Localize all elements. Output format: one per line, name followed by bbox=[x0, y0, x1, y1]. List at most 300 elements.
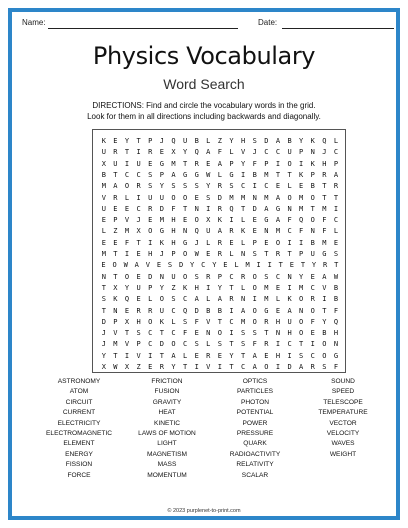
grid-letter: O bbox=[182, 272, 188, 281]
grid-letter: E bbox=[217, 351, 222, 360]
grid-letter: P bbox=[217, 272, 222, 281]
grid-letter: O bbox=[310, 216, 315, 225]
grid-letter: D bbox=[178, 261, 184, 270]
grid-letter: N bbox=[310, 227, 315, 236]
grid-letter: S bbox=[229, 182, 234, 191]
grid-letter: E bbox=[156, 261, 162, 270]
grid-letter: T bbox=[241, 204, 246, 213]
grid-letter: F bbox=[287, 216, 292, 225]
grid-letter: R bbox=[241, 272, 246, 281]
grid-letter: T bbox=[333, 193, 339, 202]
grid-letter: O bbox=[252, 317, 257, 326]
grid-letter: O bbox=[310, 193, 315, 202]
grid-letter: Y bbox=[101, 351, 106, 360]
grid-letter: O bbox=[124, 272, 130, 281]
grid-letter: R bbox=[217, 250, 222, 258]
grid-letter: R bbox=[217, 238, 222, 247]
word-list-column-3 bbox=[210, 377, 300, 481]
grid-letter: U bbox=[136, 159, 141, 168]
grid-letter: U bbox=[206, 227, 211, 236]
grid-letter: V bbox=[206, 317, 211, 326]
grid-letter: I bbox=[333, 204, 339, 213]
grid-letter: M bbox=[101, 250, 106, 258]
word-item: FUSION bbox=[154, 388, 180, 396]
grid-letter: L bbox=[241, 216, 246, 225]
grid-letter: P bbox=[113, 317, 118, 326]
grid-letter: D bbox=[264, 137, 269, 145]
grid-letter: O bbox=[287, 193, 292, 202]
grid-letter: T bbox=[241, 351, 246, 360]
grid-letter: N bbox=[101, 272, 106, 281]
grid-letter: D bbox=[287, 363, 292, 371]
grid-letter: M bbox=[171, 159, 176, 168]
grid-letter: H bbox=[171, 216, 176, 225]
grid-letter: K bbox=[101, 137, 106, 145]
grid-letter: L bbox=[234, 261, 239, 270]
grid-letter: Y bbox=[182, 148, 188, 157]
grid-letter: T bbox=[299, 340, 304, 349]
grid-letter: U bbox=[171, 272, 176, 281]
grid-letter: U bbox=[310, 250, 315, 258]
grid-letter: M bbox=[275, 227, 281, 236]
grid-letter: A bbox=[275, 216, 281, 225]
grid-letter: L bbox=[241, 283, 246, 292]
grid-letter: S bbox=[148, 170, 153, 179]
grid-letter: C bbox=[182, 340, 188, 349]
word-item: ASTRONOMY bbox=[57, 378, 101, 385]
grid-letter: H bbox=[148, 250, 153, 258]
grid-letter: G bbox=[182, 170, 188, 179]
grid-letter: G bbox=[264, 216, 269, 225]
grid-letter: T bbox=[300, 261, 306, 270]
grid-letter: Q bbox=[194, 148, 199, 157]
word-item: KINETIC bbox=[153, 419, 180, 427]
grid-letter: C bbox=[310, 351, 315, 360]
grid-letter: F bbox=[333, 306, 339, 315]
grid-letter: K bbox=[241, 227, 246, 236]
grid-letter: C bbox=[124, 170, 130, 179]
grid-letter: L bbox=[287, 182, 292, 191]
grid-letter: I bbox=[287, 351, 292, 360]
grid-letter: L bbox=[182, 351, 188, 360]
grid-letter: R bbox=[322, 261, 328, 270]
directions-line-1: DIRECTIONS: Find and circle the vocabulary words in the grid. bbox=[92, 101, 316, 110]
grid-letter: O bbox=[299, 329, 304, 338]
grid-letter: R bbox=[264, 340, 269, 349]
grid-letter: C bbox=[333, 148, 339, 157]
grid-letter: W bbox=[333, 272, 339, 281]
page-subtitle: Word Search bbox=[163, 76, 245, 92]
grid-letter: H bbox=[287, 329, 292, 338]
grid-letter: I bbox=[287, 238, 292, 247]
grid-letter: T bbox=[278, 261, 283, 270]
grid-letter: C bbox=[310, 283, 315, 292]
grid-letter: N bbox=[206, 329, 211, 338]
grid-letter: M bbox=[264, 295, 269, 304]
grid-letter: V bbox=[124, 340, 130, 349]
grid-letter: X bbox=[171, 148, 176, 157]
grid-letter: I bbox=[299, 238, 304, 247]
grid-letter: P bbox=[148, 137, 153, 145]
grid-letter: O bbox=[252, 272, 257, 281]
grid-letter: L bbox=[124, 193, 130, 202]
word-item: MOMENTUM bbox=[147, 471, 187, 479]
grid-letter: E bbox=[159, 148, 164, 157]
word-item: FRICTION bbox=[151, 378, 183, 385]
grid-letter: L bbox=[206, 295, 211, 304]
grid-letter: J bbox=[136, 216, 141, 225]
grid-letter: V bbox=[206, 363, 211, 371]
grid-letter: R bbox=[217, 182, 222, 191]
grid-letter: F bbox=[299, 227, 304, 236]
grid-letter: I bbox=[206, 204, 211, 213]
grid-letter: A bbox=[299, 363, 304, 371]
grid-letter: C bbox=[241, 182, 246, 191]
grid-letter: N bbox=[113, 306, 118, 315]
grid-letter: O bbox=[217, 329, 222, 338]
word-item: SCALAR bbox=[241, 471, 269, 479]
grid-letter: I bbox=[194, 363, 199, 371]
grid-letter: T bbox=[101, 306, 106, 315]
grid-letter: S bbox=[252, 137, 257, 145]
grid-letter: F bbox=[124, 238, 130, 247]
grid-letter: E bbox=[289, 261, 294, 270]
header-row bbox=[22, 18, 394, 32]
grid-letter: E bbox=[223, 261, 228, 270]
grid-letter: M bbox=[159, 216, 164, 225]
grid-letter: L bbox=[217, 170, 222, 179]
grid-letter: J bbox=[194, 238, 199, 247]
grid-letter: Z bbox=[217, 137, 222, 145]
grid-letter: M bbox=[113, 340, 118, 349]
grid-letter: E bbox=[101, 261, 106, 270]
grid-letter: O bbox=[182, 193, 188, 202]
grid-letter: N bbox=[299, 306, 304, 315]
grid-letter: P bbox=[148, 283, 153, 292]
grid-letter: Y bbox=[299, 272, 304, 281]
grid-letter: F bbox=[322, 227, 327, 236]
grid-letter: L bbox=[148, 295, 153, 304]
grid-letter: O bbox=[171, 193, 176, 202]
directions-line-2: Look for them in all directions including backwards and diagonally. bbox=[87, 111, 321, 121]
grid-letter: Y bbox=[229, 137, 234, 145]
grid-letter: C bbox=[182, 295, 188, 304]
grid-letter: T bbox=[101, 283, 106, 292]
grid-letter: U bbox=[159, 193, 164, 202]
grid-letter: E bbox=[275, 306, 281, 315]
grid-letter: A bbox=[264, 204, 269, 213]
grid-letter: P bbox=[310, 170, 315, 179]
grid-letter: N bbox=[333, 340, 339, 349]
grid-letter: R bbox=[229, 295, 234, 304]
grid-letter: U bbox=[101, 148, 106, 157]
grid-letter: H bbox=[171, 227, 176, 236]
grid-letter: S bbox=[194, 340, 199, 349]
grid-letter: H bbox=[194, 283, 199, 292]
grid-letter: L bbox=[206, 238, 211, 247]
grid-letter: P bbox=[333, 159, 339, 168]
grid-letter: O bbox=[322, 351, 327, 360]
grid-letter: G bbox=[194, 170, 199, 179]
grid-letter: I bbox=[252, 182, 257, 191]
grid-letter: C bbox=[171, 306, 176, 315]
grid-letter: M bbox=[241, 193, 246, 202]
grid-letter: O bbox=[264, 363, 269, 371]
grid-letter: E bbox=[182, 216, 188, 225]
grid-letter: N bbox=[252, 193, 257, 202]
grid-letter: A bbox=[275, 193, 281, 202]
grid-letter: E bbox=[148, 216, 153, 225]
grid-letter: D bbox=[148, 272, 153, 281]
grid-letter: E bbox=[299, 182, 304, 191]
grid-letter: G bbox=[275, 204, 281, 213]
grid-letter: A bbox=[252, 363, 257, 371]
grid-letter: P bbox=[264, 159, 269, 168]
grid-letter: X bbox=[124, 363, 130, 371]
grid-letter: E bbox=[310, 272, 315, 281]
grid-letter: I bbox=[267, 261, 272, 270]
grid-letter: S bbox=[299, 351, 304, 360]
grid-letter: T bbox=[275, 170, 281, 179]
grid-letter: O bbox=[322, 340, 327, 349]
word-item: OPTICS bbox=[242, 378, 268, 385]
grid-letter: K bbox=[113, 295, 118, 304]
grid-letter: E bbox=[252, 216, 257, 225]
grid-letter: Q bbox=[194, 227, 199, 236]
grid-letter: A bbox=[194, 295, 199, 304]
grid-letter: C bbox=[136, 204, 141, 213]
grid-letter: W bbox=[113, 363, 118, 371]
grid-letter: E bbox=[113, 204, 118, 213]
grid-letter: T bbox=[217, 317, 222, 326]
grid-letter: Q bbox=[229, 204, 234, 213]
word-item: QUARK bbox=[243, 440, 267, 448]
grid-letter: N bbox=[310, 148, 315, 157]
grid-letter: S bbox=[182, 182, 188, 191]
grid-letter: U bbox=[136, 283, 141, 292]
grid-letter: E bbox=[124, 204, 130, 213]
word-item: PARTICLES bbox=[236, 388, 274, 396]
grid-letter: X bbox=[124, 317, 130, 326]
grid-letter: M bbox=[264, 283, 269, 292]
date-line bbox=[282, 28, 394, 29]
grid-letter: M bbox=[322, 238, 327, 247]
grid-letter: D bbox=[217, 193, 222, 202]
grid-letter: W bbox=[123, 261, 128, 270]
grid-letter: P bbox=[113, 216, 118, 225]
grid-letter: H bbox=[136, 317, 141, 326]
grid-letter: J bbox=[101, 340, 106, 349]
grid-letter: D bbox=[159, 340, 164, 349]
grid-letter: C bbox=[171, 329, 176, 338]
grid-letter: B bbox=[310, 238, 315, 247]
grid-letter: L bbox=[333, 137, 339, 145]
grid-letter: Y bbox=[311, 261, 317, 270]
grid-letter: K bbox=[159, 238, 164, 247]
word-item: CIRCUIT bbox=[65, 398, 93, 406]
grid-letter: S bbox=[322, 363, 327, 371]
word-item: FISSION bbox=[65, 461, 93, 469]
grid-letter: H bbox=[333, 329, 339, 338]
grid-letter: F bbox=[310, 317, 315, 326]
word-list-column-1 bbox=[34, 377, 124, 481]
grid-letter: R bbox=[206, 272, 211, 281]
grid-letter: G bbox=[229, 170, 234, 179]
grid-letter: S bbox=[101, 295, 106, 304]
word-item: ENERGY bbox=[65, 450, 93, 458]
grid-letter: Y bbox=[124, 283, 130, 292]
grid-letter: G bbox=[159, 159, 164, 168]
grid-letter: R bbox=[113, 193, 118, 202]
grid-letter: B bbox=[252, 170, 257, 179]
grid-letter: Y bbox=[299, 137, 304, 145]
grid-letter: O bbox=[299, 317, 304, 326]
grid-letter: N bbox=[182, 227, 188, 236]
grid-letter: Q bbox=[171, 137, 176, 145]
grid-letter: X bbox=[113, 283, 118, 292]
grid-letter: O bbox=[112, 261, 117, 270]
grid-letter: T bbox=[159, 329, 164, 338]
grid-letter: N bbox=[241, 295, 246, 304]
grid-letter: R bbox=[310, 363, 315, 371]
grid-letter: Y bbox=[190, 261, 195, 270]
grid-letter: Y bbox=[217, 283, 222, 292]
grid-letter: A bbox=[217, 159, 222, 168]
grid-letter: F bbox=[171, 204, 176, 213]
grid-letter: N bbox=[275, 329, 281, 338]
grid-letter: M bbox=[229, 193, 234, 202]
word-item: FORCE bbox=[67, 471, 91, 479]
grid-letter: K bbox=[217, 216, 222, 225]
grid-letter: Z bbox=[136, 363, 141, 371]
word-item: PHOTON bbox=[240, 398, 270, 406]
grid-letter: A bbox=[287, 306, 292, 315]
grid-letter: A bbox=[217, 227, 222, 236]
grid-letter: P bbox=[136, 340, 141, 349]
grid-letter: M bbox=[264, 170, 269, 179]
grid-letter: M bbox=[124, 227, 130, 236]
grid-letter: J bbox=[252, 148, 257, 157]
name-label: Name: bbox=[22, 18, 46, 27]
grid-letter: U bbox=[101, 204, 106, 213]
word-item: LAWS OF MOTION bbox=[138, 429, 196, 437]
grid-letter: C bbox=[287, 227, 292, 236]
grid-letter: V bbox=[101, 193, 106, 202]
grid-letter: I bbox=[229, 329, 234, 338]
grid-letter: I bbox=[136, 148, 141, 157]
grid-letter: D bbox=[101, 317, 106, 326]
grid-letter: O bbox=[310, 306, 315, 315]
word-item: MAGNETISM bbox=[147, 450, 187, 458]
grid-letter: T bbox=[124, 329, 130, 338]
grid-letter: S bbox=[171, 295, 176, 304]
grid-letter: E bbox=[206, 159, 211, 168]
word-item: VECTOR bbox=[329, 419, 357, 427]
grid-letter: T bbox=[287, 250, 292, 258]
grid-letter: J bbox=[159, 137, 164, 145]
date-label: Date: bbox=[258, 18, 278, 27]
grid-letter: T bbox=[264, 329, 269, 338]
grid-letter: Y bbox=[212, 261, 217, 270]
grid-letter: I bbox=[310, 340, 315, 349]
grid-letter: L bbox=[333, 227, 339, 236]
grid-letter: M bbox=[299, 204, 304, 213]
grid-letter: R bbox=[310, 295, 315, 304]
grid-letter: C bbox=[275, 148, 281, 157]
grid-letter: T bbox=[229, 283, 234, 292]
grid-letter: Q bbox=[322, 137, 327, 145]
grid-letter: W bbox=[206, 170, 211, 179]
grid-letter: V bbox=[124, 216, 130, 225]
grid-letter: O bbox=[252, 283, 257, 292]
word-item: MASS bbox=[157, 461, 177, 469]
word-item: HEAT bbox=[158, 409, 176, 417]
grid-letter: I bbox=[256, 261, 261, 270]
grid-letter: S bbox=[148, 182, 153, 191]
grid-letter: E bbox=[124, 306, 130, 315]
grid-letter: S bbox=[252, 250, 257, 258]
grid-letter: Q bbox=[299, 216, 304, 225]
grid-letter: M bbox=[299, 193, 304, 202]
grid-letter: S bbox=[206, 193, 211, 202]
grid-letter: C bbox=[333, 216, 339, 225]
grid-letter: D bbox=[252, 204, 257, 213]
grid-letter: Y bbox=[229, 351, 234, 360]
grid-letter: I bbox=[124, 159, 130, 168]
grid-letter: P bbox=[299, 148, 304, 157]
grid-letter: H bbox=[322, 159, 327, 168]
grid-letter: E bbox=[136, 295, 141, 304]
grid-letter: I bbox=[124, 250, 130, 258]
grid-row bbox=[98, 360, 342, 374]
grid-letter: C bbox=[264, 182, 269, 191]
grid-letter: I bbox=[124, 351, 130, 360]
word-item: SOUND bbox=[331, 378, 355, 385]
grid-letter: H bbox=[171, 238, 176, 247]
grid-letter: N bbox=[241, 250, 246, 258]
grid-letter: K bbox=[299, 170, 304, 179]
grid-letter: E bbox=[275, 283, 281, 292]
grid-letter: X bbox=[101, 159, 106, 168]
grid-letter: X bbox=[206, 216, 211, 225]
grid-letter: T bbox=[124, 148, 130, 157]
grid-letter: O bbox=[252, 306, 257, 315]
grid-letter: T bbox=[322, 182, 327, 191]
word-item: ATOM bbox=[69, 388, 89, 396]
grid-letter: Y bbox=[241, 159, 246, 168]
grid-letter: D bbox=[159, 204, 164, 213]
grid-letter: U bbox=[287, 148, 292, 157]
grid-letter: P bbox=[159, 170, 164, 179]
grid-letter: C bbox=[264, 148, 269, 157]
grid-letter: T bbox=[229, 340, 234, 349]
grid-letter: E bbox=[113, 238, 118, 247]
grid-letter: U bbox=[113, 159, 118, 168]
grid-letter: I bbox=[229, 306, 234, 315]
grid-letter: Q bbox=[124, 295, 130, 304]
grid-letter: X bbox=[101, 363, 106, 371]
grid-letter: A bbox=[134, 261, 139, 270]
grid-letter: F bbox=[333, 363, 339, 371]
grid-letter: T bbox=[322, 193, 327, 202]
grid-letter: I bbox=[275, 159, 281, 168]
grid-letter: K bbox=[310, 159, 315, 168]
grid-letter: R bbox=[264, 317, 269, 326]
grid-letter: E bbox=[229, 238, 234, 247]
grid-letter: J bbox=[101, 329, 106, 338]
grid-letter: A bbox=[113, 182, 118, 191]
grid-letter: O bbox=[148, 317, 153, 326]
